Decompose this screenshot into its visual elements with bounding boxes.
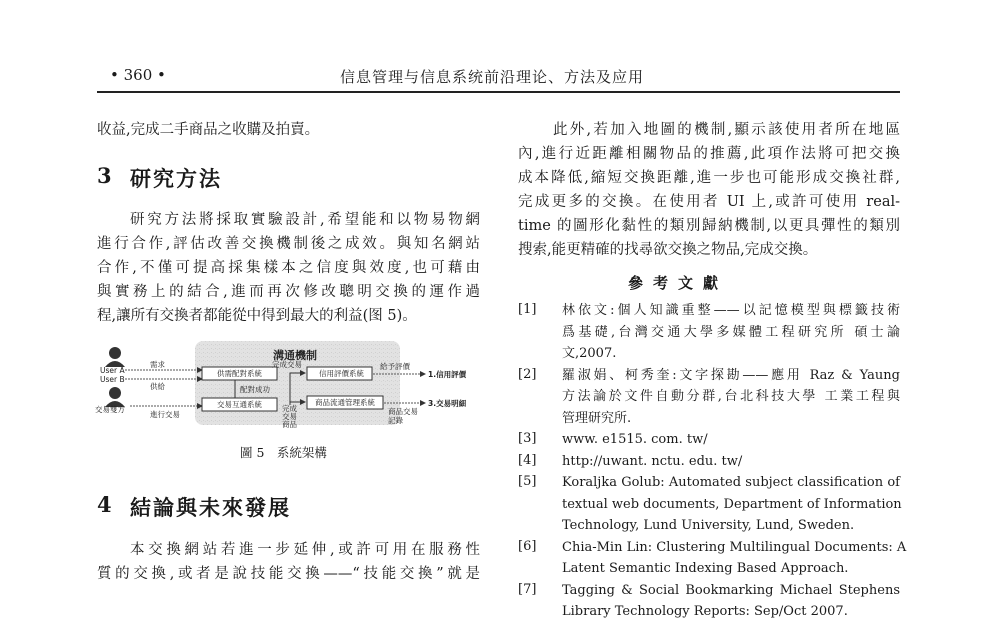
completed-goods-label: 完成 [282, 404, 297, 413]
text-line: 內,進行近距離相關物品的推薦,此項作法將可把交換 [518, 146, 900, 162]
reference-number: [6] [518, 538, 537, 554]
reference-text: Koraljka Golub: Automated subject classification of [562, 475, 900, 490]
section-4-number: 4 [97, 492, 112, 517]
text-line: 成本降低,縮短交換距離,進一步也可能形成交換社群, [518, 170, 900, 186]
output-details-label: 3.交易明細 [428, 399, 467, 408]
reference-text: 文,2007. [562, 346, 617, 361]
goods-system-box: 商品流通管理系統 [315, 398, 375, 407]
text-line: 合作,不僅可提高採集樣本之信度與效度,也可藉由 [97, 260, 480, 276]
credit-system-box: 信用評價系統 [319, 369, 364, 378]
reference-number: [5] [518, 474, 537, 489]
system-architecture-figure [90, 335, 490, 435]
exchange-system-box: 交易互通系統 [217, 400, 262, 409]
demand-label: 需求 [150, 360, 165, 369]
completed-goods-label: 交易 [282, 412, 297, 421]
reference-number: [2] [518, 366, 537, 382]
text-line: 研究方法將採取實驗設計,希望能和以物易物網 [130, 212, 480, 228]
give-rating-label: 給予評價 [380, 362, 410, 371]
reference-text: Chia-Min Lin: Clustering Multilingual Documents: A [562, 539, 907, 555]
user-b-label: User B [100, 375, 125, 384]
reference-number: [7] [518, 581, 537, 597]
reference-number: [4] [518, 452, 537, 468]
trade-label: 進行交易 [150, 410, 180, 419]
reference-text: Latent Semantic Indexing Based Approach. [562, 561, 849, 576]
section-3-number: 3 [97, 163, 112, 188]
reference-text: http://uwant. nctu. edu. tw/ [562, 453, 743, 469]
figure-caption: 圖 5 系統架構 [240, 445, 327, 460]
reference-text: 爲基礎,台灣交通大學多媒體工程研究所 碩士論 [562, 324, 900, 340]
match-success-label: 配對成功 [240, 385, 270, 394]
matching-system-box: 供需配對系統 [217, 369, 262, 378]
goods-record-label: 記錄 [388, 416, 403, 425]
goods-record-label: 商品交易 [388, 407, 418, 416]
reference-text: Tagging & Social Bookmarking Michael Stephens [562, 582, 900, 598]
user-icon [109, 347, 121, 359]
references-title: 參考文獻 [628, 274, 729, 292]
reference-text: Library Technology Reports: Sep/Oct 2007. [562, 604, 848, 619]
user-icon [109, 387, 121, 399]
text-line: 進行合作,評估改善交換機制後之成效。與知名網站 [97, 236, 480, 252]
reference-text: textual web documents, Department of Information [562, 496, 902, 512]
text-line: 此外,若加入地圖的機制,顯示該使用者所在地區 [553, 122, 900, 138]
intro-line: 收益,完成二手商品之收購及拍賣。 [97, 122, 320, 138]
text-line: 完成更多的交換。在使用者 UI 上,或許可使用 real- [518, 194, 900, 210]
supply-label: 供給 [150, 382, 165, 391]
section-4-title: 結論與未來發展 [130, 495, 291, 520]
reference-text: 林依文:個人知識重整——以記憶模型與標籤技術 [562, 303, 900, 318]
complete-trade-label: 完成交易 [272, 360, 302, 369]
mechanism-label: 溝通機制 [273, 349, 317, 362]
output-credit-label: 1.信用評價 [428, 370, 467, 379]
reference-number: [3] [518, 431, 537, 446]
reference-text: 管理研究所. [562, 410, 632, 426]
parties-label: 交易雙方 [95, 405, 125, 414]
completed-goods-label: 商品 [282, 420, 297, 429]
text-line: 搜索,能更精確的找尋欲交換之物品,完成交換。 [518, 242, 818, 258]
text-line: time 的圖形化黏性的類別歸納機制,以更具彈性的類別 [518, 218, 900, 234]
page-number: • 360 • [110, 66, 166, 84]
reference-text: 羅淑娟、柯秀奎:文字探勘——應用 Raz & Yaung [562, 367, 900, 383]
reference-text: 方法論於文件自動分群,台北科技大學 工業工程與 [562, 389, 900, 404]
reference-text: www. e1515. com. tw/ [562, 432, 708, 447]
section-3-title: 研究方法 [130, 166, 222, 191]
user-a-label: User A [100, 366, 125, 375]
text-line: 程,讓所有交換者都能從中得到最大的利益(图 5)。 [97, 308, 417, 324]
header-rule [97, 91, 900, 93]
text-line: 本交換網站若進一步延伸,或許可用在服務性 [130, 542, 480, 558]
text-line: 與實務上的結合,進而再次修改聰明交換的運作過 [97, 284, 480, 300]
text-line: 質的交換,或者是說技能交換——“技能交換”就是 [97, 566, 480, 582]
reference-text: Technology, Lund University, Lund, Sweden. [562, 518, 855, 533]
running-title: 信息管理与信息系统前沿理论、方法及应用 [340, 68, 645, 86]
reference-number: [1] [518, 302, 537, 317]
